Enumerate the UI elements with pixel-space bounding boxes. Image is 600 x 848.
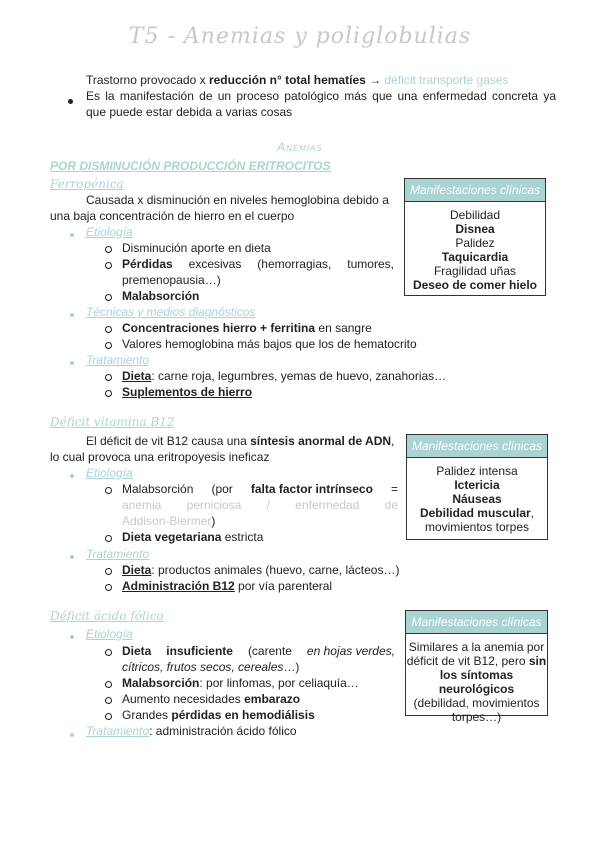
symptom: movimientos torpes bbox=[424, 520, 530, 534]
item-text: Grandes bbox=[122, 708, 172, 722]
item-text: Malabsorción bbox=[122, 482, 194, 496]
bullet-circle bbox=[105, 290, 112, 304]
item-text: (hemorragias, bbox=[257, 257, 332, 271]
bullet-dot bbox=[70, 629, 74, 643]
item-text: tumores, bbox=[347, 257, 394, 271]
intro-bullet-line2: que puede estar debida a varias cosas bbox=[86, 105, 293, 119]
bullet-dot bbox=[68, 94, 73, 108]
intro-bold: reducción n° total hematíes bbox=[208, 73, 366, 87]
symptom-text: , bbox=[530, 506, 535, 520]
bullet-dot bbox=[70, 468, 74, 482]
etiologia-item-cont bbox=[122, 513, 215, 529]
item-bold: Malabsorción bbox=[122, 289, 200, 303]
symptom: los síntomas neurológicos bbox=[438, 668, 515, 696]
tratamiento-item bbox=[122, 578, 332, 594]
ferropenica-title: Ferropénica bbox=[50, 177, 124, 191]
tratamiento-label: Tratamiento bbox=[86, 353, 150, 367]
tecnicas-item: Valores hemoglobina más bajos que los de hematocrito bbox=[122, 337, 417, 351]
box-header: Manifestaciones clínicas bbox=[405, 179, 545, 202]
intro-bullet-line1: Es la manifestación de un proceso patológico más que una enfermedad concreta ya bbox=[86, 89, 556, 103]
tratamiento-item bbox=[122, 384, 252, 400]
bullet-dot bbox=[70, 307, 74, 321]
box-body bbox=[406, 634, 547, 724]
symptom: Palidez bbox=[455, 236, 495, 250]
folico-title: Déficit ácido fólico bbox=[50, 609, 164, 623]
manifestaciones-box bbox=[404, 178, 546, 296]
bullet-circle bbox=[105, 483, 112, 497]
item-text: (carente bbox=[247, 644, 292, 658]
item-text: : productos animales (huevo, carne, lácteos…) bbox=[151, 563, 400, 577]
desc-text: , bbox=[391, 434, 395, 448]
symptom: Palidez intensa bbox=[436, 464, 518, 478]
symptom bbox=[406, 654, 547, 668]
item-bold: falta factor intrínseco bbox=[250, 482, 373, 496]
bullet-circle bbox=[105, 531, 112, 545]
symptom: Ictericia bbox=[454, 478, 500, 492]
symptom-bold: sin bbox=[528, 654, 547, 668]
symptom: torpes…) bbox=[451, 710, 502, 724]
item-text: enfermedad bbox=[295, 498, 360, 512]
item-text: …) bbox=[283, 660, 300, 674]
bullet-dot bbox=[70, 727, 74, 741]
etiologia-item: Disminución aporte en dieta bbox=[122, 241, 271, 255]
symptom bbox=[407, 506, 547, 520]
item-bold: embarazo bbox=[244, 692, 301, 706]
tecnicas-label: Técnicas y medios diagnósticos bbox=[86, 305, 256, 319]
tratamiento-item bbox=[122, 562, 399, 578]
etiologia-item bbox=[122, 691, 300, 707]
item-bold: insuficiente bbox=[166, 644, 233, 658]
bullet-circle bbox=[105, 322, 112, 336]
item-italic: en hojas verdes, bbox=[306, 644, 395, 658]
symptom-bold: Debilidad muscular bbox=[419, 506, 531, 520]
bullet-circle bbox=[105, 580, 112, 594]
symptom: (debilidad, movimientos bbox=[413, 696, 540, 710]
item-bold: Pérdidas bbox=[122, 257, 173, 271]
bullet-dot bbox=[70, 227, 74, 241]
desc-text: El déficit de vit B12 causa una bbox=[86, 434, 251, 448]
etiologia-label: Etiología bbox=[86, 225, 133, 239]
intro-highlight: déficit transporte gases bbox=[384, 73, 509, 87]
b12-desc2: lo cual provoca una eritropoyesis ineficaz bbox=[50, 450, 270, 464]
etiologia-item-cont bbox=[122, 659, 299, 675]
symptom: Disnea bbox=[455, 222, 495, 236]
item-text: perniciosa bbox=[186, 498, 242, 512]
manifestaciones-box bbox=[406, 434, 548, 540]
tecnicas-item bbox=[122, 320, 372, 336]
bullet-circle bbox=[105, 258, 112, 272]
symptom: Similares a la anemia por bbox=[408, 640, 545, 654]
symptom: Fragilidad uñas bbox=[433, 264, 517, 278]
desc-bold: síntesis anormal de ADN bbox=[250, 434, 392, 448]
symptom: Debilidad bbox=[449, 208, 501, 222]
etiologia-item bbox=[122, 643, 395, 659]
etiologia-item-cont bbox=[122, 497, 398, 513]
etiologia-item bbox=[122, 529, 263, 545]
bullet-dot bbox=[70, 355, 74, 369]
symptom-text: déficit de vit B12, pero bbox=[406, 654, 529, 668]
item-bold: Concentraciones hierro + ferritina bbox=[122, 321, 316, 335]
item-bold: Dieta vegetariana bbox=[122, 530, 222, 544]
item-text: en sangre bbox=[315, 321, 372, 335]
bullet-circle bbox=[105, 386, 112, 400]
page-title: T5 - Anemias y poliglobulias bbox=[128, 24, 472, 49]
intro-text: Trastorno provocado x bbox=[86, 73, 209, 87]
b12-desc1 bbox=[86, 433, 394, 449]
bullet-circle bbox=[105, 338, 112, 352]
etiologia-item-cont: premenopausia…) bbox=[122, 273, 221, 287]
bullet-dot bbox=[70, 549, 74, 563]
item-bold: pérdidas en hemodiálisis bbox=[171, 708, 315, 722]
bullet-circle bbox=[105, 709, 112, 723]
section-heading: POR DISMINUCIÓN PRODUCCIÓN ERITROCITOS bbox=[50, 159, 331, 173]
item-bold: Dieta bbox=[122, 563, 152, 577]
ferropenica-desc2: una baja concentración de hierro en el cuerpo bbox=[50, 209, 295, 223]
symptom: Náuseas bbox=[452, 492, 502, 506]
item-text: (por bbox=[211, 482, 233, 496]
item-bold: Dieta bbox=[122, 369, 152, 383]
item-text: ) bbox=[211, 514, 216, 528]
etiologia-item bbox=[122, 288, 199, 304]
box-header: Manifestaciones clínicas bbox=[407, 435, 547, 458]
item-text: estricta bbox=[221, 530, 264, 544]
bullet-circle bbox=[105, 564, 112, 578]
item-text: Addison-Biermer bbox=[122, 514, 212, 528]
item-text: excesivas bbox=[188, 257, 242, 271]
box-body bbox=[407, 458, 547, 534]
item-bold: Dieta bbox=[122, 644, 152, 658]
box-header: Manifestaciones clínicas bbox=[406, 611, 547, 634]
item-text: : administración ácido fólico bbox=[149, 724, 297, 738]
item-bold: Suplementos de hierro bbox=[122, 385, 253, 399]
box-body bbox=[405, 202, 545, 292]
item-text: anemia bbox=[122, 498, 162, 512]
bullet-circle bbox=[105, 693, 112, 707]
symptom: Deseo de comer hielo bbox=[412, 278, 538, 292]
item-text: por vía parenteral bbox=[234, 579, 333, 593]
bullet-circle bbox=[105, 242, 112, 256]
symptom: Taquicardia bbox=[441, 250, 509, 264]
item-italic: cítricos, frutos secos, cereales bbox=[122, 660, 284, 674]
bullet-circle bbox=[105, 645, 112, 659]
item-text: Aumento necesidades bbox=[122, 692, 245, 706]
bullet-circle bbox=[105, 370, 112, 384]
manifestaciones-box bbox=[405, 610, 548, 724]
tratamiento-label: Tratamiento bbox=[86, 547, 150, 561]
intro-line bbox=[86, 72, 509, 88]
etiologia-item bbox=[122, 481, 398, 497]
item-text: = bbox=[390, 482, 398, 496]
anemias-heading bbox=[0, 140, 600, 154]
item-text: / bbox=[266, 498, 270, 512]
b12-title: Déficit vitamina B12 bbox=[50, 415, 175, 429]
item-bold: Administración B12 bbox=[122, 579, 235, 593]
etiologia-label: Etiología bbox=[86, 466, 133, 480]
etiologia-item bbox=[122, 707, 315, 723]
tratamiento-item bbox=[122, 368, 446, 384]
item-text: de bbox=[384, 498, 398, 512]
anemias-heading-text: Anemias bbox=[277, 140, 323, 154]
arrow-icon: → bbox=[365, 73, 385, 87]
etiologia-item bbox=[122, 256, 394, 272]
tratamiento-label: Tratamiento bbox=[86, 724, 150, 738]
item-bold: Malabsorción bbox=[122, 676, 200, 690]
bullet-circle bbox=[105, 677, 112, 691]
etiologia-label: Etiología bbox=[86, 627, 133, 641]
etiologia-item bbox=[122, 675, 359, 691]
tratamiento-item bbox=[86, 723, 297, 739]
item-text: : por linfomas, por celiaquía… bbox=[199, 676, 359, 690]
ferropenica-desc1: Causada x disminución en niveles hemoglobina debido a bbox=[86, 193, 389, 207]
item-text: : carne roja, legumbres, yemas de huevo, zanahorias… bbox=[151, 369, 447, 383]
